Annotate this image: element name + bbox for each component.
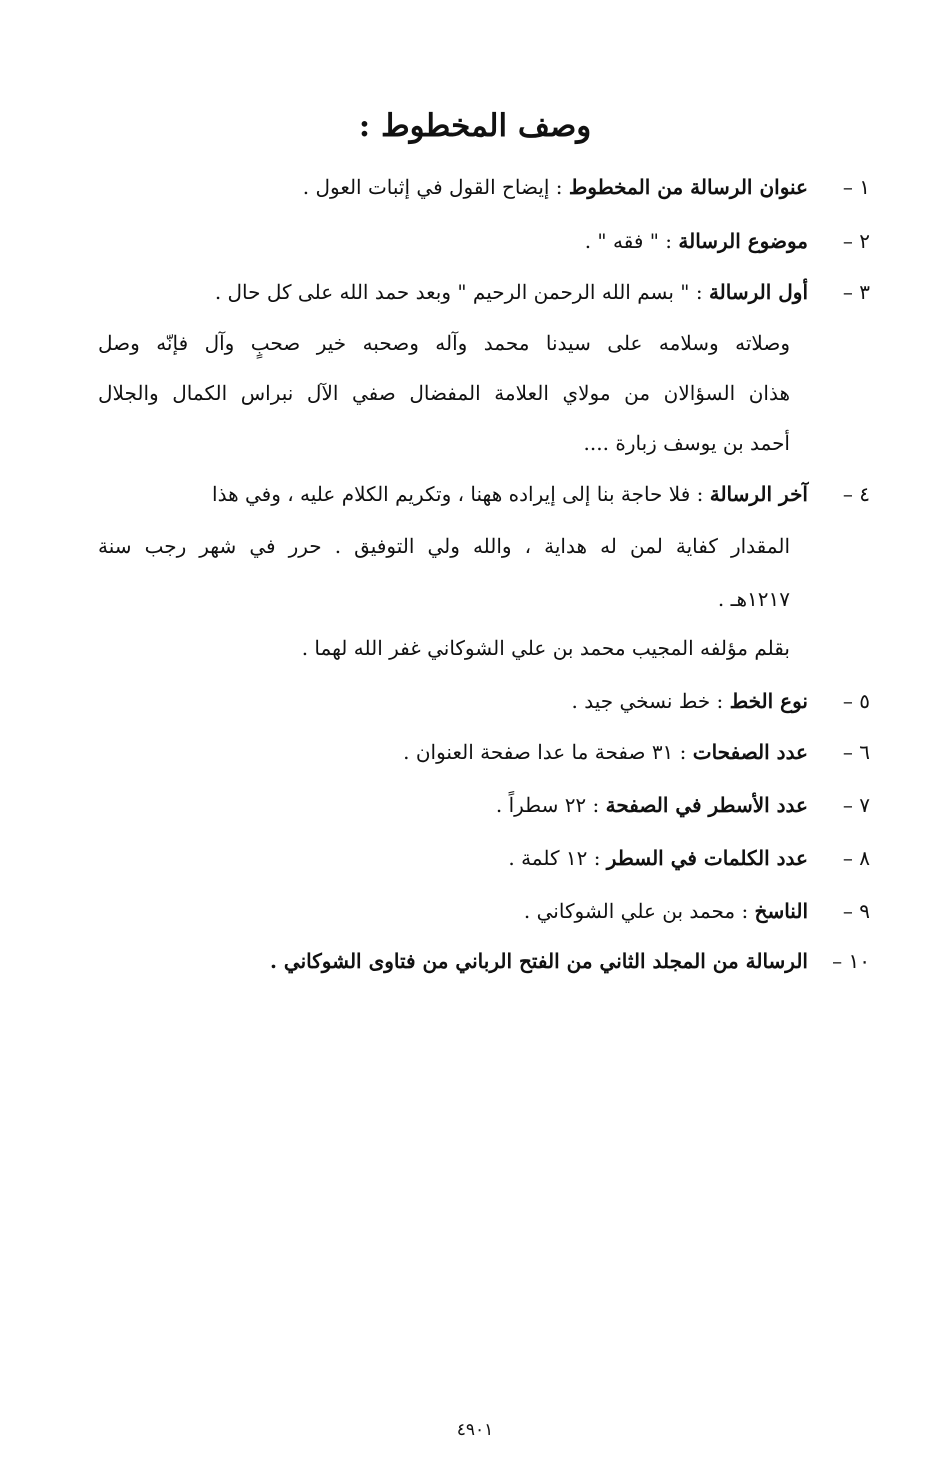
continuation-line: أحمد بن يوسف زبارة .... xyxy=(583,431,790,455)
item-label: عدد الصفحات xyxy=(692,740,808,764)
continuation-line: هذان السؤالان من مولاي العلامة المفضال صفي الآل نبراس الكمال والجلال xyxy=(98,381,790,405)
item-text: : ٣١ صفحة ما عدا صفحة العنوان . xyxy=(403,740,693,764)
item-label: عنوان الرسالة من المخطوط xyxy=(568,175,808,199)
item-label: عدد الكلمات في السطر xyxy=(606,846,808,870)
page-title: وصف المخطوط : xyxy=(358,108,592,144)
item-label: الرسالة من المجلد الثاني من الفتح الرباني من فتاوى الشوكاني . xyxy=(270,949,808,973)
item-label: موضوع الرسالة xyxy=(678,229,808,253)
item-number: ٤ – xyxy=(842,482,870,506)
item-text: : " بسم الله الرحمن الرحيم " وبعد حمد الله على كل حال . xyxy=(214,280,709,304)
item-label: الناسخ xyxy=(754,899,808,923)
continuation-line: وصلاته وسلامه على سيدنا محمد وآله وصحبه خير صحبٍ وآل فإنّه وصل xyxy=(98,331,790,355)
list-item xyxy=(572,686,870,716)
list-item xyxy=(524,896,870,926)
item-label: عدد الأسطر في الصفحة xyxy=(605,793,808,817)
list-item xyxy=(496,790,870,820)
list-item xyxy=(585,226,870,256)
item-number: ٣ – xyxy=(842,280,870,304)
item-label: آخر الرسالة xyxy=(709,482,808,506)
list-item xyxy=(212,479,870,509)
item-number: ٧ – xyxy=(842,793,870,817)
item-number: ٦ – xyxy=(842,740,870,764)
page-number: ٤٩٠١ xyxy=(456,1420,494,1440)
item-label: أول الرسالة xyxy=(708,280,808,304)
list-item xyxy=(508,843,870,873)
item-text: : " فقه " . xyxy=(584,229,679,253)
continuation-line: المقدار كفاية لمن له هداية ، والله ولي التوفيق . حرر في شهر رجب سنة xyxy=(98,534,790,558)
item-text: : خط نسخي جيد . xyxy=(571,689,730,713)
item-text: : فلا حاجة بنا إلى إيراده ههنا ، وتكريم الكلام عليه ، وفي هذا xyxy=(212,482,710,506)
item-number: ١ – xyxy=(842,175,870,199)
item-number: ٢ – xyxy=(842,229,870,253)
list-item xyxy=(215,277,870,307)
continuation-line: ١٢١٧هـ . xyxy=(717,587,790,611)
item-number: ٥ – xyxy=(842,689,870,713)
author-line: بقلم مؤلفه المجيب محمد بن علي الشوكاني غفر الله لهما . xyxy=(301,636,790,660)
item-text: : محمد بن علي الشوكاني . xyxy=(523,899,755,923)
list-item xyxy=(270,946,870,976)
item-text: : ١٢ كلمة . xyxy=(508,846,607,870)
item-label: نوع الخط xyxy=(729,689,808,713)
list-item xyxy=(403,737,870,767)
item-text: : ٢٢ سطراً . xyxy=(495,793,606,817)
item-number: ١٠ – xyxy=(832,949,870,973)
item-number: ٨ – xyxy=(842,846,870,870)
item-number: ٩ – xyxy=(842,899,870,923)
list-item xyxy=(303,172,870,202)
item-text: : إيضاح القول في إثبات العول . xyxy=(302,175,569,199)
